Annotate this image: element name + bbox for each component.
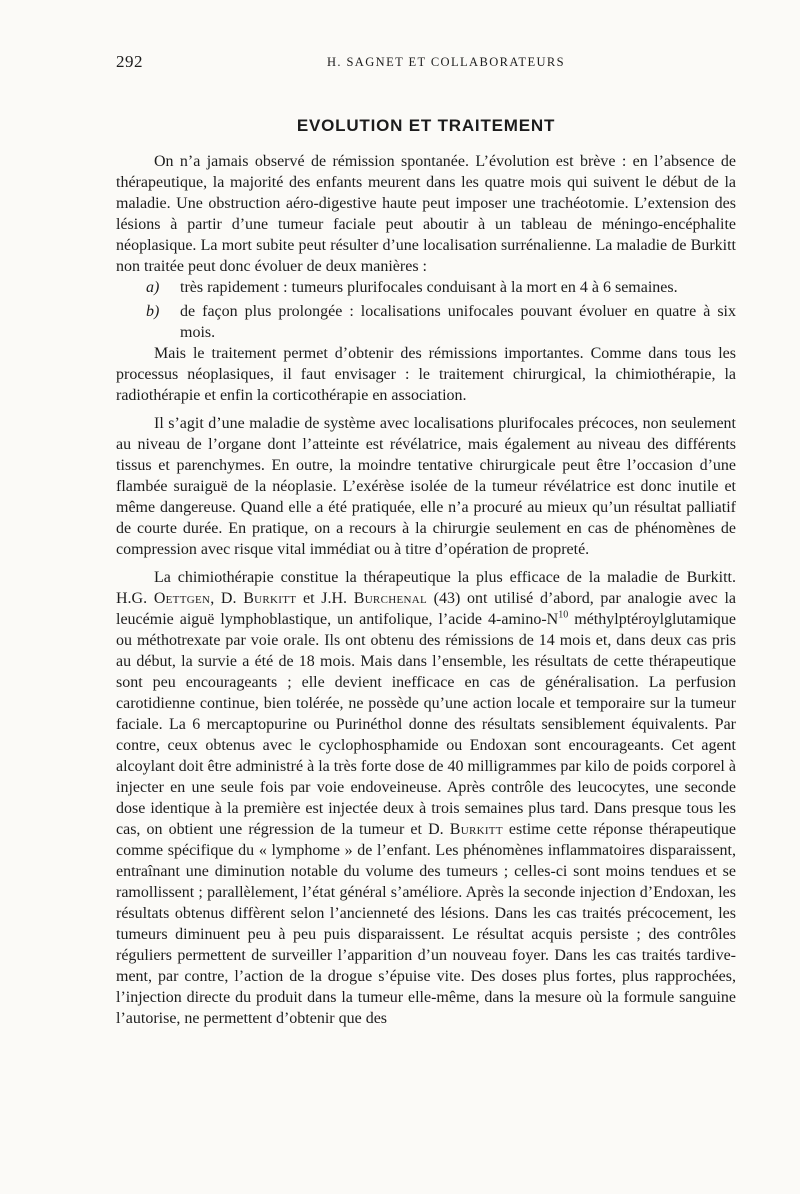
paragraph-chemotherapy — [116, 567, 736, 1029]
page-header — [116, 52, 736, 76]
superscript: 10 — [558, 609, 569, 621]
section-title: EVOLUTION ET TRAITEMENT — [296, 116, 556, 135]
list-text-b: de façon plus prolongée : localisations unifocales pouvant évoluer en quatre à six mois. — [180, 303, 736, 341]
text-run: La chimiothérapie constitue la thérapeutique la plus efficace de la maladie de Burkitt. H.G. — [116, 569, 736, 607]
paragraph-treatment-intro: Mais le traitement permet d’obtenir des rémissions importantes. Comme dans tous les processus néoplasiques, il faut envisager : le traitement chirurgical, la chimiothérapie, la radiothérapie et enfin la corticothérapie en association. — [116, 345, 736, 404]
running-head: H. SAGNET ET COLLABORATEURS — [326, 55, 566, 69]
author-name: Burkitt — [243, 590, 297, 607]
text-run: (43) ont utilisé d’abord, par analogie avec la leucémie aiguë lymphoblastique, un antifolique, l’acide 4-amino-N — [116, 590, 737, 628]
paragraph-surgery: Il s’agit d’une maladie de système avec localisations plurifocales précoces, non seulement au niveau de l’organe dont l’atteinte est révélatrice, mais également au niveau des différents tissus et parenchymes. En outre, la moindre tentative chirurgicale peut être l’occasion d’une flambée suraiguë de la néoplasie. L’exérèse isolée de la tumeur révélatrice est donc inutile et même dangereuse. Quand elle a été pratiquée, elle n’a procuré au mieux qu’un résultat palliatif de courte durée. En pratique, on a recours à la chirurgie seulement en cas de phénomènes de compression avec risque vital immédiat ou à titre d’opération de propreté. — [116, 415, 736, 558]
text-run: , D. — [210, 590, 244, 607]
list-item-a — [116, 277, 736, 298]
list-item-b — [116, 301, 736, 343]
author-name: Burkitt — [449, 821, 503, 838]
page-number: 292 — [116, 52, 143, 71]
list-label-b: b) — [146, 303, 160, 320]
body-text — [116, 151, 736, 1029]
list-text-a: très rapidement : tumeurs plurifocales conduisant à la mort en 4 à 6 semaines. — [180, 279, 678, 296]
text-run: et J.H. — [296, 590, 354, 607]
text-run: méthylptéroylglutamique ou méthotrexate par voie orale. Ils ont obtenu des rémissions de 14 mois et, dans deux cas pris au début, la survie a été de 18 mois. Mais dans l’ensemble, les résultats de cette thérapeutique sont peu encourageants ; elle devient inefficace en cas de généralisation. La perfusion carotidienne continue, bien tolérée, ne possède qu’une action locale et temporaire sur la tumeur faciale. La 6 mercaptopurine ou Purinéthol donne des résultats sensiblement équivalents. Par contre, ceux obtenus avec le cyclophosphamide ou Endoxan sont encourageants. Cet agent alcoylant doit être administré à la très forte dose de 40 milligrammes par kilo de poids corporel à injecter en une seule fois par voie endoveineuse. Après contrôle des leucocytes, une seconde dose identique à la première est injectée deux à trois semaines plus tard. Dans presque tous les cas, on obtient une régression de la tumeur et D. — [116, 611, 736, 838]
text-run: estime cette réponse thérapeutique comme spécifique du « lymphome » de l’enfant. Les phénomènes inflammatoires disparaissent, entraînant une diminution notable du volume des tumeurs ; celles-ci sont moins tendues et se ramollissent ; parallèlement, l’état général s’améliore. Après la seconde injection d’Endoxan, les résultats obtenus diffèrent selon l’ancienneté des lésions. Dans les cas traités précocement, les tumeurs diminuent peu à peu puis disparaissent. Le résultat acquis persiste ; des contrôles réguliers permettent de surveiller l’apparition d’un nouveau foyer. Dans les cas traités tardivement, par contre, l’action de la drogue s’épuise vite. Des doses plus fortes, plus rapprochées, l’injection directe du produit dans la tumeur elle-même, dans la mesure où la formule sanguine l’autorise, ne permettent d’obtenir que des — [116, 821, 737, 1027]
author-name: Burchenal — [353, 590, 427, 607]
list-label-a: a) — [146, 279, 160, 296]
author-name: Oettgen — [153, 590, 211, 607]
paragraph-evolution: On n’a jamais observé de rémission spontanée. L’évolution est brève : en l’absence de thérapeutique, la majorité des enfants meurent dans les quatre mois qui suivent le début de la maladie. Une obstruction aéro-digestive haute peut imposer une trachéotomie. L’extension des lésions à partir d’une tumeur faciale peut aboutir à un tableau de méningo-encéphalite néoplasique. La mort subite peut résulter d’une localisation surrénalienne. La maladie de Burkitt non traitée peut donc évoluer de deux manières : — [116, 153, 736, 275]
